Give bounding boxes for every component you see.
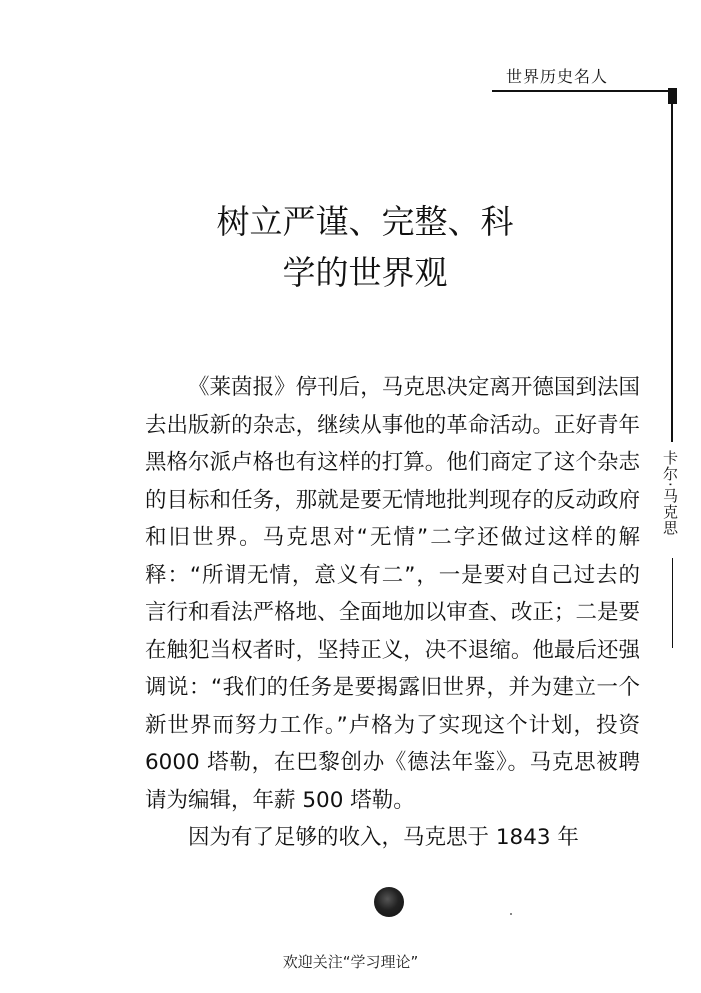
side-running-label: 卡尔·马克思 (661, 450, 679, 536)
paragraph-1: 《莱茵报》停刊后，马克思决定离开德国到法国去出版新的杂志，继续从事他的革命活动。正好青年黑格尔派卢格也有这样的打算。他们商定了这个杂志的目标和任务，那就是要无情地批判现存的反动政府和旧世界。马克思对“无情”二字还做过这样的解释：“所谓无情，意义有二”，一是要对自己过去的言行和看法严格地、全面地加以审查、改正；二是要在触犯当权者时，坚持正义，决不退缩。他最后还强调说：“我们的任务是要揭露旧世界，并为建立一个新世界而努力工作。”卢格为了实现这个计划，投资 6000 塔勒，在巴黎创办《德法年鉴》。马克思被聘请为编辑，年薪 500 塔勒。 (145, 375, 640, 813)
page-ornament-icon (374, 887, 404, 917)
body-text (145, 369, 640, 857)
side-rule-lower (672, 558, 673, 648)
chapter-title-line-1: 树立严谨、完整、科 (216, 202, 514, 241)
running-header-title: 世界历史名人 (506, 67, 609, 86)
chapter-title-line-2: 学的世界观 (282, 253, 448, 292)
footer-note: 欢迎关注“学习理论” (282, 953, 419, 971)
speck-mark (510, 913, 512, 915)
chapter-title (200, 196, 530, 298)
header-rule (492, 90, 668, 92)
side-rule-upper (671, 100, 673, 442)
paragraph-2: 因为有了足够的收入，马克思于 1843 年 (188, 825, 579, 850)
